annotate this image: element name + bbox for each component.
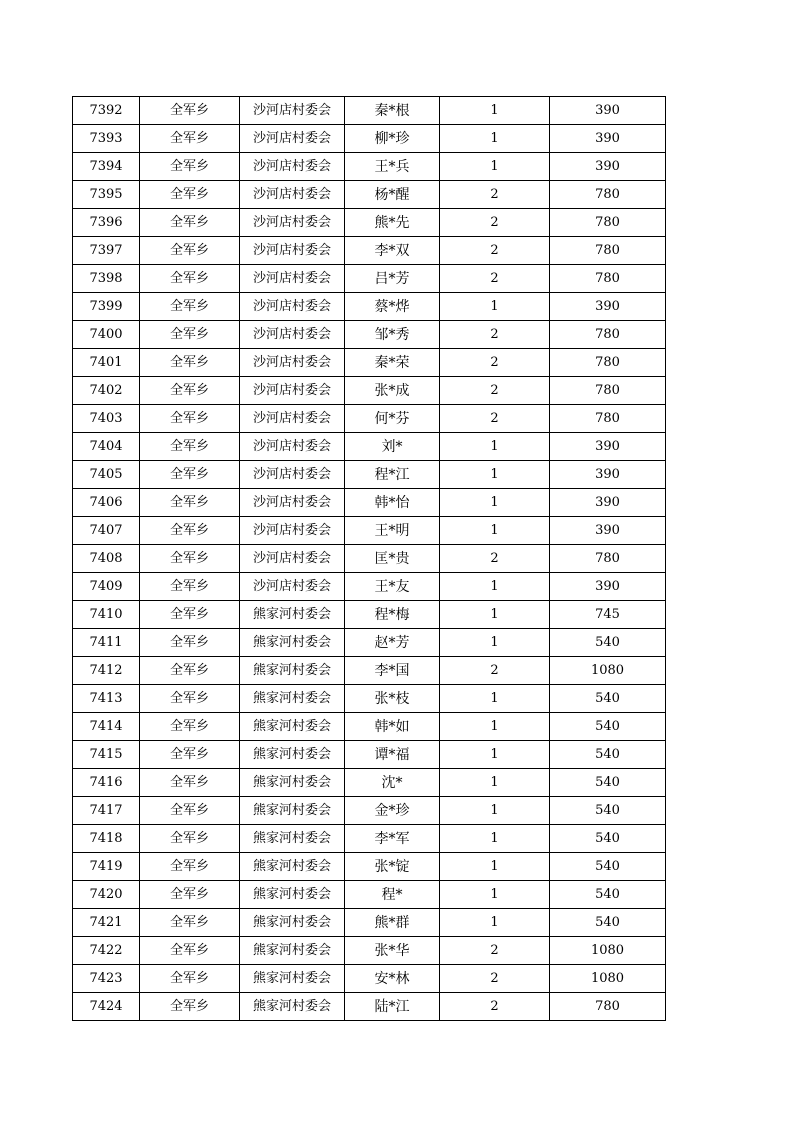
table-row	[73, 321, 666, 349]
cell-count: 2	[440, 321, 550, 349]
cell-amount: 540	[550, 741, 666, 769]
table-row	[73, 265, 666, 293]
cell-amount: 780	[550, 993, 666, 1021]
cell-amount: 780	[550, 545, 666, 573]
table-row	[73, 237, 666, 265]
cell-count: 1	[440, 881, 550, 909]
cell-amount: 1080	[550, 965, 666, 993]
cell-name: 张*枝	[345, 685, 440, 713]
cell-amount: 780	[550, 237, 666, 265]
table-row	[73, 489, 666, 517]
cell-village: 熊家河村委会	[240, 881, 345, 909]
cell-count: 2	[440, 405, 550, 433]
cell-township: 全军乡	[140, 629, 240, 657]
cell-id: 7396	[73, 209, 140, 237]
cell-name: 刘*	[345, 433, 440, 461]
cell-amount: 390	[550, 433, 666, 461]
cell-count: 2	[440, 265, 550, 293]
cell-amount: 540	[550, 797, 666, 825]
cell-name: 安*林	[345, 965, 440, 993]
cell-amount: 390	[550, 293, 666, 321]
cell-amount: 390	[550, 573, 666, 601]
table-row	[73, 545, 666, 573]
cell-township: 全军乡	[140, 965, 240, 993]
cell-name: 陆*江	[345, 993, 440, 1021]
cell-township: 全军乡	[140, 433, 240, 461]
cell-name: 韩*如	[345, 713, 440, 741]
cell-amount: 390	[550, 153, 666, 181]
cell-count: 1	[440, 685, 550, 713]
cell-name: 柳*珍	[345, 125, 440, 153]
cell-village: 沙河店村委会	[240, 573, 345, 601]
cell-village: 沙河店村委会	[240, 125, 345, 153]
cell-id: 7423	[73, 965, 140, 993]
cell-amount: 780	[550, 405, 666, 433]
cell-village: 沙河店村委会	[240, 153, 345, 181]
table-row	[73, 125, 666, 153]
table-row	[73, 517, 666, 545]
cell-count: 1	[440, 517, 550, 545]
cell-count: 1	[440, 293, 550, 321]
cell-village: 熊家河村委会	[240, 741, 345, 769]
cell-name: 秦*荣	[345, 349, 440, 377]
cell-id: 7424	[73, 993, 140, 1021]
cell-id: 7407	[73, 517, 140, 545]
cell-id: 7403	[73, 405, 140, 433]
table-row	[73, 405, 666, 433]
cell-township: 全军乡	[140, 237, 240, 265]
cell-name: 韩*怡	[345, 489, 440, 517]
table-row	[73, 853, 666, 881]
cell-amount: 1080	[550, 657, 666, 685]
cell-id: 7402	[73, 377, 140, 405]
table-row	[73, 153, 666, 181]
cell-count: 2	[440, 545, 550, 573]
cell-amount: 540	[550, 629, 666, 657]
cell-township: 全军乡	[140, 517, 240, 545]
cell-name: 程*江	[345, 461, 440, 489]
cell-township: 全军乡	[140, 741, 240, 769]
cell-count: 1	[440, 713, 550, 741]
cell-count: 2	[440, 349, 550, 377]
cell-village: 沙河店村委会	[240, 293, 345, 321]
cell-township: 全军乡	[140, 125, 240, 153]
cell-amount: 780	[550, 377, 666, 405]
cell-township: 全军乡	[140, 181, 240, 209]
cell-name: 秦*根	[345, 97, 440, 125]
cell-township: 全军乡	[140, 489, 240, 517]
cell-id: 7420	[73, 881, 140, 909]
cell-name: 杨*醒	[345, 181, 440, 209]
cell-amount: 540	[550, 685, 666, 713]
cell-township: 全军乡	[140, 657, 240, 685]
table-row	[73, 433, 666, 461]
cell-township: 全军乡	[140, 321, 240, 349]
cell-amount: 1080	[550, 937, 666, 965]
cell-name: 程*梅	[345, 601, 440, 629]
table-row	[73, 461, 666, 489]
cell-village: 熊家河村委会	[240, 601, 345, 629]
cell-id: 7397	[73, 237, 140, 265]
cell-township: 全军乡	[140, 405, 240, 433]
cell-id: 7415	[73, 741, 140, 769]
cell-village: 熊家河村委会	[240, 797, 345, 825]
cell-amount: 780	[550, 209, 666, 237]
table-row	[73, 209, 666, 237]
table-row	[73, 629, 666, 657]
cell-village: 熊家河村委会	[240, 965, 345, 993]
cell-amount: 540	[550, 713, 666, 741]
cell-count: 1	[440, 125, 550, 153]
table-row	[73, 657, 666, 685]
cell-name: 金*珍	[345, 797, 440, 825]
cell-id: 7409	[73, 573, 140, 601]
cell-count: 2	[440, 209, 550, 237]
cell-name: 王*明	[345, 517, 440, 545]
cell-amount: 780	[550, 321, 666, 349]
cell-id: 7394	[73, 153, 140, 181]
cell-name: 沈*	[345, 769, 440, 797]
cell-count: 2	[440, 965, 550, 993]
cell-name: 张*锭	[345, 853, 440, 881]
cell-id: 7406	[73, 489, 140, 517]
cell-township: 全军乡	[140, 993, 240, 1021]
cell-name: 赵*芳	[345, 629, 440, 657]
cell-amount: 540	[550, 825, 666, 853]
cell-id: 7410	[73, 601, 140, 629]
cell-count: 1	[440, 153, 550, 181]
cell-amount: 390	[550, 489, 666, 517]
cell-village: 熊家河村委会	[240, 993, 345, 1021]
cell-village: 沙河店村委会	[240, 209, 345, 237]
cell-name: 熊*先	[345, 209, 440, 237]
cell-id: 7412	[73, 657, 140, 685]
cell-count: 2	[440, 181, 550, 209]
cell-name: 张*成	[345, 377, 440, 405]
cell-name: 何*芬	[345, 405, 440, 433]
table-row	[73, 349, 666, 377]
cell-id: 7399	[73, 293, 140, 321]
cell-amount: 390	[550, 461, 666, 489]
table-row	[73, 713, 666, 741]
cell-township: 全军乡	[140, 377, 240, 405]
cell-id: 7413	[73, 685, 140, 713]
cell-count: 1	[440, 797, 550, 825]
cell-id: 7416	[73, 769, 140, 797]
cell-village: 沙河店村委会	[240, 489, 345, 517]
cell-count: 1	[440, 769, 550, 797]
cell-count: 1	[440, 741, 550, 769]
cell-township: 全军乡	[140, 265, 240, 293]
cell-name: 谭*福	[345, 741, 440, 769]
cell-name: 程*	[345, 881, 440, 909]
cell-village: 沙河店村委会	[240, 461, 345, 489]
cell-township: 全军乡	[140, 853, 240, 881]
table-row	[73, 377, 666, 405]
cell-township: 全军乡	[140, 293, 240, 321]
table-row	[73, 685, 666, 713]
cell-amount: 390	[550, 517, 666, 545]
cell-name: 李*双	[345, 237, 440, 265]
table-row	[73, 293, 666, 321]
cell-village: 沙河店村委会	[240, 97, 345, 125]
cell-count: 1	[440, 909, 550, 937]
cell-id: 7398	[73, 265, 140, 293]
cell-village: 熊家河村委会	[240, 657, 345, 685]
cell-count: 2	[440, 993, 550, 1021]
cell-township: 全军乡	[140, 209, 240, 237]
cell-id: 7400	[73, 321, 140, 349]
cell-name: 李*国	[345, 657, 440, 685]
cell-count: 1	[440, 433, 550, 461]
cell-township: 全军乡	[140, 573, 240, 601]
cell-township: 全军乡	[140, 769, 240, 797]
cell-amount: 390	[550, 125, 666, 153]
cell-village: 熊家河村委会	[240, 629, 345, 657]
cell-name: 王*友	[345, 573, 440, 601]
table-row	[73, 965, 666, 993]
cell-count: 1	[440, 573, 550, 601]
cell-id: 7417	[73, 797, 140, 825]
table-row	[73, 769, 666, 797]
cell-id: 7421	[73, 909, 140, 937]
cell-township: 全军乡	[140, 909, 240, 937]
table-row	[73, 97, 666, 125]
cell-name: 王*兵	[345, 153, 440, 181]
cell-count: 1	[440, 97, 550, 125]
cell-village: 熊家河村委会	[240, 853, 345, 881]
cell-village: 沙河店村委会	[240, 237, 345, 265]
cell-name: 匡*贵	[345, 545, 440, 573]
cell-count: 2	[440, 657, 550, 685]
cell-count: 2	[440, 937, 550, 965]
cell-village: 熊家河村委会	[240, 909, 345, 937]
cell-name: 张*华	[345, 937, 440, 965]
cell-id: 7422	[73, 937, 140, 965]
cell-id: 7393	[73, 125, 140, 153]
table-row	[73, 993, 666, 1021]
cell-name: 吕*芳	[345, 265, 440, 293]
table-row	[73, 601, 666, 629]
table-row	[73, 573, 666, 601]
cell-village: 沙河店村委会	[240, 181, 345, 209]
cell-count: 1	[440, 629, 550, 657]
table-body	[73, 97, 666, 1021]
cell-township: 全军乡	[140, 797, 240, 825]
cell-township: 全军乡	[140, 349, 240, 377]
cell-amount: 540	[550, 853, 666, 881]
cell-count: 2	[440, 377, 550, 405]
table-row	[73, 181, 666, 209]
cell-amount: 780	[550, 349, 666, 377]
cell-name: 李*军	[345, 825, 440, 853]
cell-id: 7419	[73, 853, 140, 881]
cell-amount: 780	[550, 265, 666, 293]
table-row	[73, 881, 666, 909]
cell-amount: 540	[550, 881, 666, 909]
cell-village: 熊家河村委会	[240, 825, 345, 853]
cell-count: 1	[440, 825, 550, 853]
cell-count: 1	[440, 489, 550, 517]
cell-count: 2	[440, 237, 550, 265]
cell-id: 7401	[73, 349, 140, 377]
cell-amount: 780	[550, 181, 666, 209]
cell-count: 1	[440, 461, 550, 489]
table-row	[73, 797, 666, 825]
cell-id: 7414	[73, 713, 140, 741]
cell-village: 沙河店村委会	[240, 517, 345, 545]
cell-village: 熊家河村委会	[240, 769, 345, 797]
cell-id: 7411	[73, 629, 140, 657]
cell-township: 全军乡	[140, 713, 240, 741]
cell-name: 邹*秀	[345, 321, 440, 349]
cell-count: 1	[440, 601, 550, 629]
cell-name: 蔡*烨	[345, 293, 440, 321]
cell-village: 沙河店村委会	[240, 545, 345, 573]
cell-township: 全军乡	[140, 153, 240, 181]
cell-township: 全军乡	[140, 601, 240, 629]
cell-township: 全军乡	[140, 461, 240, 489]
table-row	[73, 937, 666, 965]
cell-village: 熊家河村委会	[240, 937, 345, 965]
cell-township: 全军乡	[140, 825, 240, 853]
table-row	[73, 825, 666, 853]
cell-id: 7404	[73, 433, 140, 461]
cell-township: 全军乡	[140, 97, 240, 125]
cell-count: 1	[440, 853, 550, 881]
table-row	[73, 741, 666, 769]
cell-amount: 745	[550, 601, 666, 629]
cell-village: 沙河店村委会	[240, 265, 345, 293]
cell-amount: 540	[550, 769, 666, 797]
cell-village: 熊家河村委会	[240, 685, 345, 713]
cell-village: 沙河店村委会	[240, 377, 345, 405]
cell-id: 7392	[73, 97, 140, 125]
cell-township: 全军乡	[140, 937, 240, 965]
cell-name: 熊*群	[345, 909, 440, 937]
table-row	[73, 909, 666, 937]
cell-village: 沙河店村委会	[240, 405, 345, 433]
cell-village: 熊家河村委会	[240, 713, 345, 741]
cell-id: 7395	[73, 181, 140, 209]
cell-amount: 540	[550, 909, 666, 937]
cell-township: 全军乡	[140, 881, 240, 909]
cell-amount: 390	[550, 97, 666, 125]
cell-village: 沙河店村委会	[240, 349, 345, 377]
cell-township: 全军乡	[140, 545, 240, 573]
cell-township: 全军乡	[140, 685, 240, 713]
cell-id: 7418	[73, 825, 140, 853]
data-table	[72, 96, 666, 1021]
cell-id: 7408	[73, 545, 140, 573]
cell-id: 7405	[73, 461, 140, 489]
cell-village: 沙河店村委会	[240, 321, 345, 349]
cell-village: 沙河店村委会	[240, 433, 345, 461]
